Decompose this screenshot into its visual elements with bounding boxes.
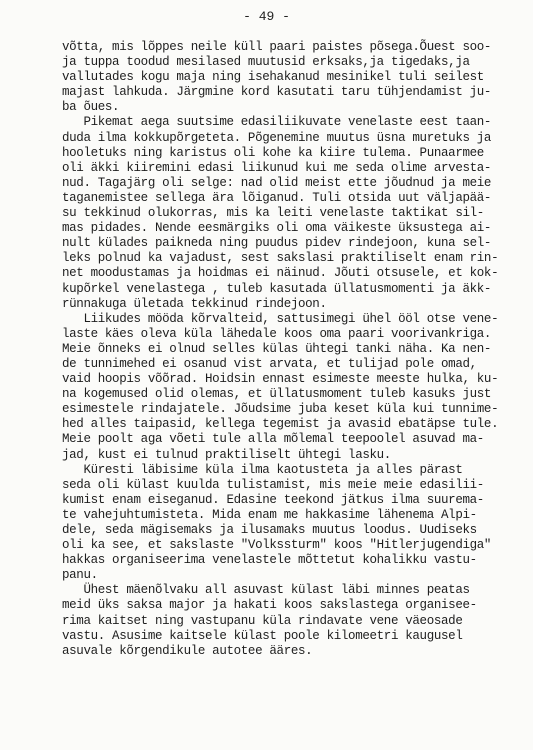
text-line: jad, kust ei tulnud praktiliselt ühtegi lasku. <box>62 447 391 462</box>
text-line: nult külades paikneda ning puudus pidev rindejoon, kuna sel- <box>62 236 492 251</box>
text-line: na kogemused olid olemas, et üllatusmoment tuleb kasuks just <box>62 387 492 402</box>
text-line: oli ka see, et sakslaste "Volkssturm" koos "Hitlerjugendiga" <box>62 538 492 553</box>
text-line: seda oli külast kuulda tulistamist, mis meie meie edasilii- <box>62 477 484 492</box>
text-line: ba õues. <box>62 100 120 115</box>
text-line: vaid hoopis võõrad. Hoidsin ennast esimeste meeste hulka, ku- <box>62 372 499 387</box>
paragraph <box>62 312 520 463</box>
text-line: vastu. Asusime kaitsele külast poole kilomeetri kaugusel <box>62 628 463 643</box>
text-line: Liikudes mööda kõrvalteid, sattusimegi ühel ööl otse vene- <box>62 311 499 326</box>
text-line: leks polnud ka vajadust, sest sakslasi praktiliselt enam rin- <box>62 251 499 266</box>
text-line: nud. Tagajärg oli selge: nad olid meist ette jõudnud ja meie <box>62 175 492 190</box>
text-line: panu. <box>62 568 98 583</box>
text-line: rünnakuga ületada tekkinud rindejoon. <box>62 296 327 311</box>
text-line: mas pidades. Nende eesmärgiks oli oma väikeste üksustega ai- <box>62 221 492 236</box>
page-number: - 49 - <box>243 9 290 24</box>
paragraph <box>62 40 520 115</box>
text-line: rima kaitset ning vastupanu küla rindavate vene väeosade <box>62 613 463 628</box>
text-line: hakkas organiseerima venelastele mõttetut kohalikku vastu- <box>62 553 477 568</box>
text-line: Meie poolt aga võeti tule alla mõlemal teepoolel asuvad ma- <box>62 432 484 447</box>
paragraph <box>62 463 520 584</box>
text-line: hooletuks ning karistus oli kohe ka kiire tulema. Punaarmee <box>62 145 484 160</box>
text-line: net moodustamas ja hoidmas ei näinud. Jõuti otsusele, et kok- <box>62 266 499 281</box>
body-text <box>62 40 520 659</box>
text-line: võtta, mis lõppes neile küll paari paistes põsega.Õuest soo- <box>62 40 492 54</box>
text-line: te vahejuhtumisteta. Mida enam me hakkasime lähenema Alpi- <box>62 507 477 522</box>
text-line: hed alles taipasid, kellega tegemist ja avasid ebatäpse tule. <box>62 417 499 432</box>
text-line: majast lahkuda. Järgmine kord kasutati taru tühjendamist ju- <box>62 85 492 100</box>
text-line: Meie õnneks ei olnud selles külas ühtegi tanki näha. Ka nen- <box>62 341 492 356</box>
text-line: esimestele rindajatele. Jõudsime juba keset küla kui tunnime- <box>62 402 499 417</box>
text-line: taganemistee sellega ära lõiganud. Tuli otsida uut väljapää- <box>62 190 492 205</box>
text-line: laste käes oleva küla lähedale koos oma paari voorivankriga. <box>62 326 492 341</box>
paragraph <box>62 115 520 311</box>
text-line: asuvale kõrgendikule autotee ääres. <box>62 643 313 658</box>
text-line: oli äkki kiiremini edasi liikunud kui me seda olime arvesta- <box>62 160 492 175</box>
text-line: de tunnimehed ei osanud vist arvata, et tulijad pole omad, <box>62 356 477 371</box>
text-line: kumist enam eiseganud. Edasine teekond jätkus ilma suurema- <box>62 492 484 507</box>
text-line: ja tuppa toodud mesilased muutusid erksaks,ja tigedaks,ja <box>62 55 470 70</box>
text-line: vallutades kogu maja ning isehakanud mesinikel tuli seilest <box>62 70 484 85</box>
text-line: Ühest mäenõlvaku all asuvast külast läbi minnes peatas <box>62 583 470 598</box>
text-line: duda ilma kokkupõrgeteta. Põgenemine muutus üsna muretuks ja <box>62 130 492 145</box>
text-line: su tekkinud olukorras, mis ka leiti venelaste taktikat sil- <box>62 206 484 221</box>
text-line: dele, seda mägisemaks ja ilusamaks muutus loodus. Uudiseks <box>62 523 477 537</box>
text-line: Küresti läbisime küla ilma kaotusteta ja alles pärast <box>62 462 463 477</box>
text-line: meid üks saksa major ja hakati koos sakslastega organisee- <box>62 598 477 613</box>
text-line: Pikemat aega suutsime edasiliikuvate venelaste eest taan- <box>62 115 492 130</box>
paragraph <box>62 583 520 658</box>
text-line: kupõrkel venelastega , tuleb kasutada üllatusmomenti ja äkk- <box>62 281 492 296</box>
